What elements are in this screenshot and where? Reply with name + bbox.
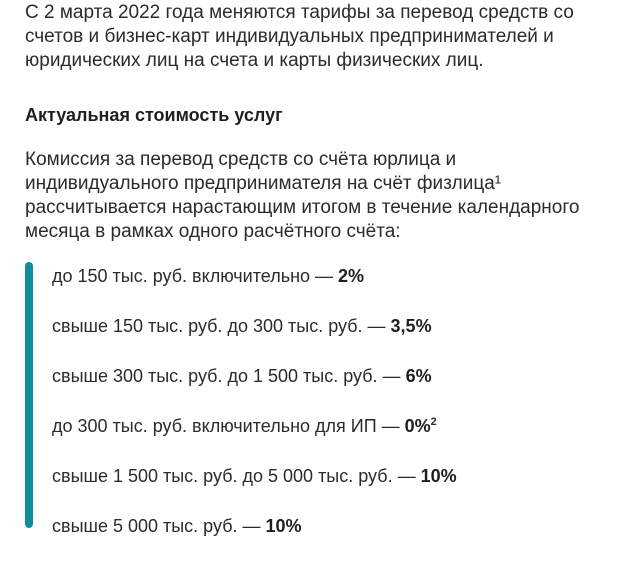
tier-condition: свыше 1 500 тыс. руб. до 5 000 тыс. руб. — xyxy=(52,466,421,486)
tier-rate: 3,5% xyxy=(390,316,432,336)
tier-rate: 0% xyxy=(404,416,431,436)
tier-condition: свыше 5 000 тыс. руб. — xyxy=(52,516,266,536)
tier-item xyxy=(52,412,457,462)
tier-condition: свыше 300 тыс. руб. до 1 500 тыс. руб. — xyxy=(52,366,406,386)
tier-rate: 2% xyxy=(338,266,365,286)
tier-item xyxy=(52,362,457,412)
commission-description: Комиссия за перевод средств со счёта юрлица и индивидуального предпринимателя на счёт физлица¹ рассчитывается нарастающим итогом в течение календарного месяца в рамках одного расчётного счёта: xyxy=(25,149,580,242)
tier-item xyxy=(52,462,457,512)
tier-rate: 10% xyxy=(265,516,302,536)
tier-item xyxy=(52,312,457,362)
intro-paragraph: С 2 марта 2022 года меняются тарифы за перевод средств со счетов и бизнес-карт индивидуальных предпринимателей и юридических лиц на счета и карты физических лиц. xyxy=(25,2,574,71)
tier-rate: 6% xyxy=(405,366,432,386)
tier-footnote: 2 xyxy=(430,416,437,428)
accent-bar xyxy=(25,262,33,528)
tier-rate: 10% xyxy=(420,466,457,486)
tier-condition: свыше 150 тыс. руб. до 300 тыс. руб. — xyxy=(52,316,391,336)
tariff-tiers xyxy=(25,262,615,536)
tier-item xyxy=(52,512,457,562)
tier-condition: до 300 тыс. руб. включительно для ИП — xyxy=(52,416,405,436)
tier-list xyxy=(52,262,457,562)
tier-condition: до 150 тыс. руб. включительно — xyxy=(52,266,339,286)
tier-item xyxy=(52,262,457,312)
section-heading: Актуальная стоимость услуг xyxy=(25,105,283,125)
